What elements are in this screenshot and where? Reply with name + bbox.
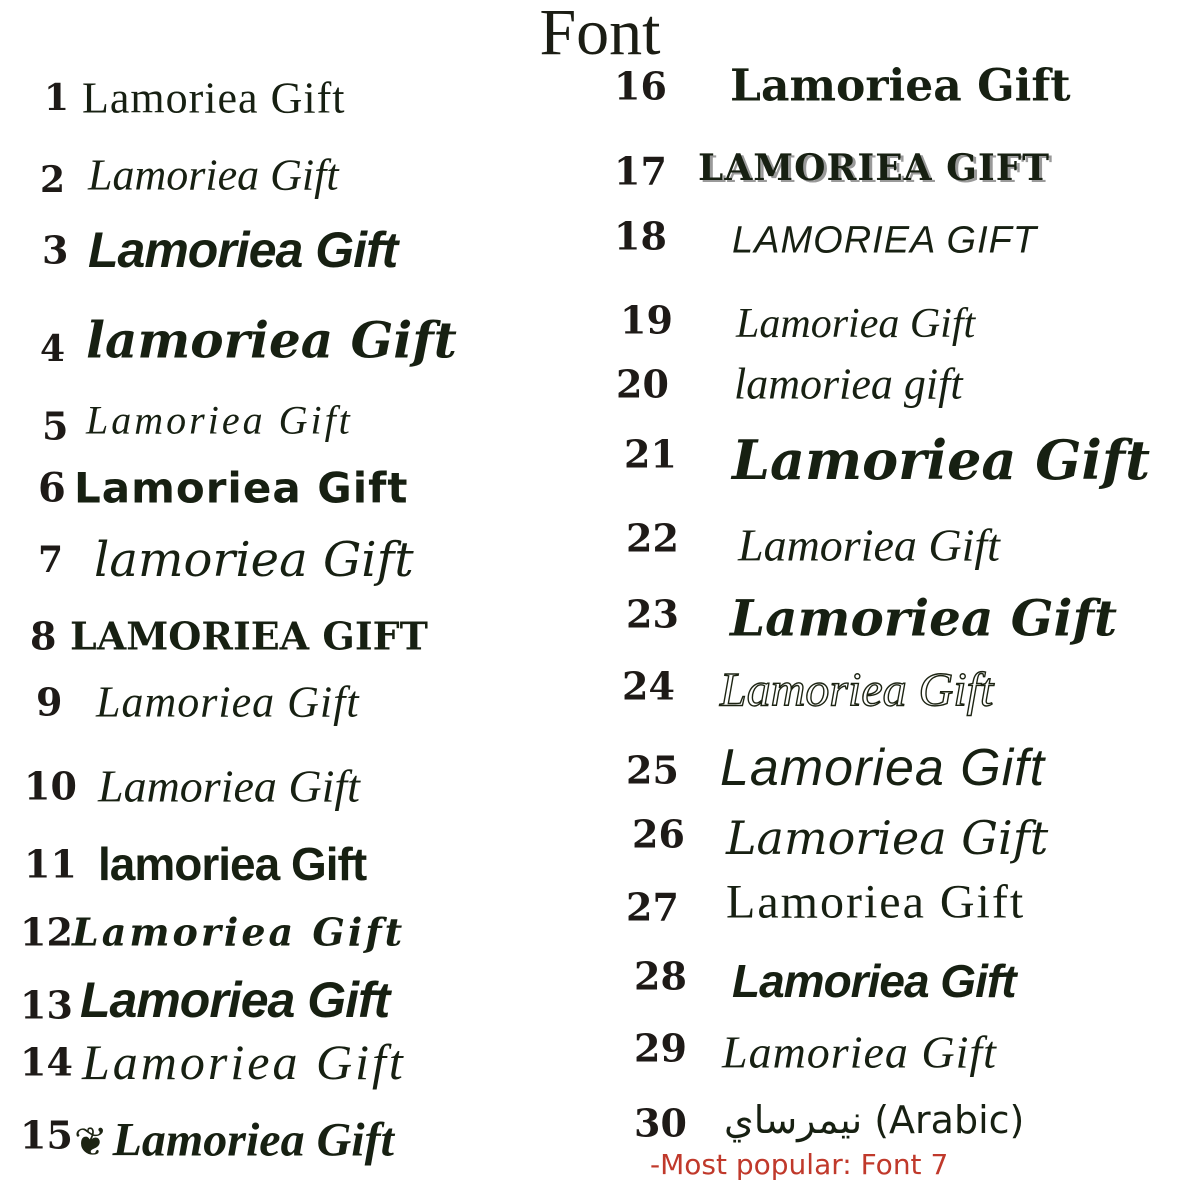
font-option-12[interactable]	[0, 902, 600, 962]
font-sample: Lamoriea Gift	[730, 588, 1118, 648]
font-sample: Lamoriea Gift	[98, 760, 360, 812]
font-sample: Lamoriea Gift	[74, 463, 409, 513]
font-option-1[interactable]	[0, 68, 600, 128]
font-number: 19	[620, 297, 673, 343]
font-number: 22	[626, 515, 679, 561]
font-option-21[interactable]	[600, 424, 1200, 492]
font-sample: Lamoriea Gift	[722, 1026, 997, 1078]
font-sample: Lamoriea Gift	[720, 663, 994, 717]
font-number: 2	[40, 158, 66, 201]
font-number: 9	[36, 679, 63, 725]
font-option-4[interactable]	[0, 310, 600, 370]
font-option-14[interactable]	[0, 1032, 600, 1092]
font-option-19[interactable]	[600, 290, 1200, 350]
font-number: 23	[626, 591, 679, 637]
font-number: 20	[616, 361, 669, 407]
font-number: 11	[24, 841, 77, 887]
font-sample: Lamoriea Gift	[732, 428, 1151, 492]
font-sample: Lamoriea Gift	[730, 60, 1071, 112]
font-sample: Lamoriea Gift	[82, 1034, 406, 1090]
font-number: 5	[42, 403, 69, 449]
font-option-26[interactable]	[600, 804, 1200, 864]
font-number: 15	[20, 1112, 73, 1158]
font-number: 24	[622, 663, 675, 709]
font-number: 14	[20, 1039, 73, 1085]
font-sample: LAMORIEA GIFT	[732, 219, 1038, 262]
font-sample: Lamoriea Gift	[96, 677, 360, 727]
font-sample: Lamoriea Gift	[720, 739, 1046, 798]
font-sample: Lamoriea Gift	[738, 519, 1000, 571]
font-sample: LAMORIEA GIFT	[70, 613, 428, 659]
font-option-5[interactable]	[0, 390, 600, 450]
font-option-7[interactable]	[0, 530, 600, 590]
font-option-23[interactable]	[600, 584, 1200, 648]
font-sample: Lamoriea Gift	[88, 222, 398, 278]
font-option-17[interactable]	[600, 138, 1200, 198]
font-number: 1	[44, 77, 70, 119]
font-option-9[interactable]	[0, 672, 600, 732]
font-number: 27	[626, 884, 679, 930]
font-number: 26	[632, 811, 685, 857]
font-number: 29	[634, 1025, 687, 1071]
font-sample: Lamoriea Gift	[112, 1113, 394, 1167]
font-option-24[interactable]	[600, 656, 1200, 716]
font-sample: Lamoriea Gift	[88, 150, 339, 200]
font-option-15[interactable]	[0, 1110, 600, 1170]
font-sample: lamoriea Gift	[86, 310, 457, 370]
font-option-25[interactable]	[600, 736, 1200, 796]
font-option-28[interactable]	[600, 946, 1200, 1006]
font-number: 21	[624, 431, 677, 477]
font-sample: LAMORIEA GIFT	[698, 147, 1051, 189]
font-sample: Lamoriea Gift	[80, 972, 390, 1028]
font-option-3[interactable]	[0, 220, 600, 280]
font-sample: lamoriea Gift	[98, 838, 367, 890]
font-sample: Lamoriea Gift	[726, 810, 1049, 865]
font-option-6[interactable]	[0, 458, 600, 518]
most-popular-note: -Most popular: Font 7	[650, 1148, 949, 1181]
font-option-2[interactable]	[0, 145, 600, 205]
font-sample: lamoriea Gift	[94, 532, 414, 588]
font-number: 16	[614, 63, 667, 109]
font-number: 7	[38, 539, 64, 581]
font-sample: Lamoriea Gift	[736, 300, 976, 347]
font-option-11[interactable]	[0, 834, 600, 894]
font-number: 4	[40, 328, 66, 370]
font-number: 28	[634, 953, 687, 999]
font-sample: Lamoriea Gift	[732, 954, 1016, 1007]
font-sample: Lamoriea Gift	[72, 909, 406, 955]
font-option-29[interactable]	[600, 1018, 1200, 1078]
font-number: 30	[634, 1100, 687, 1146]
page-title: Font	[539, 0, 661, 69]
font-number: 10	[24, 763, 77, 809]
font-number: 3	[42, 227, 69, 273]
font-sample: Lamoriea Gift	[726, 875, 1026, 929]
font-option-22[interactable]	[600, 508, 1200, 571]
font-sample: نيمرساي (Arabic)	[724, 1098, 1025, 1142]
font-option-18[interactable]	[600, 206, 1200, 266]
font-number: 17	[614, 148, 667, 194]
font-number: 13	[20, 982, 73, 1028]
font-option-30[interactable]	[600, 1090, 1200, 1150]
font-sample: Lamoriea Gift	[82, 73, 346, 123]
font-sample: lamoriea gift	[734, 359, 963, 409]
font-option-10[interactable]	[0, 756, 600, 816]
font-option-13[interactable]	[0, 970, 600, 1030]
font-sample-15	[74, 1113, 394, 1168]
font-number: 25	[626, 747, 679, 793]
font-option-8[interactable]	[0, 606, 600, 666]
font-number: 8	[30, 613, 57, 659]
font-option-16[interactable]	[600, 56, 1200, 116]
font-number: 12	[20, 909, 73, 955]
font-option-27[interactable]	[600, 872, 1200, 932]
font-sample: Lamoriea Gift	[86, 397, 353, 443]
font-number: 6	[38, 464, 66, 512]
font-option-20[interactable]	[600, 354, 1200, 414]
font-number: 18	[614, 213, 667, 259]
flourish-icon: ❦	[74, 1119, 108, 1166]
